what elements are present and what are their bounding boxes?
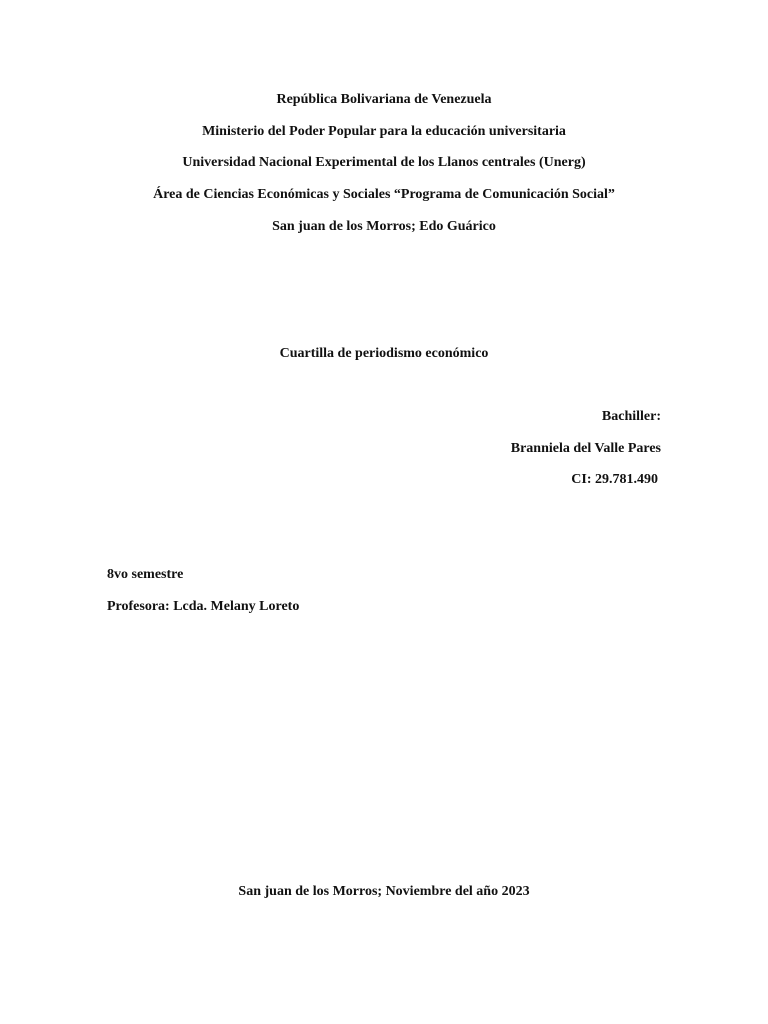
header-location: San juan de los Morros; Edo Guárico: [272, 219, 496, 234]
semester: 8vo semestre: [107, 567, 184, 582]
header-university: Universidad Nacional Experimental de los Llanos centrales (Unerg): [182, 155, 586, 170]
header-ministry: Ministerio del Poder Popular para la educación universitaria: [202, 124, 566, 139]
author-name: Branniela del Valle Pares: [510, 441, 661, 456]
professor: Profesora: Lcda. Melany Loreto: [107, 599, 300, 614]
document-title: Cuartilla de periodismo económico: [279, 346, 489, 361]
author-ci: CI: 29.781.490: [571, 472, 658, 487]
header-country: República Bolivariana de Venezuela: [276, 92, 492, 107]
footer-place-date: San juan de los Morros; Noviembre del año 2023: [238, 884, 530, 899]
header-area-program: Área de Ciencias Económicas y Sociales “Programa de Comunicación Social”: [153, 187, 615, 202]
author-label: Bachiller:: [601, 409, 661, 424]
